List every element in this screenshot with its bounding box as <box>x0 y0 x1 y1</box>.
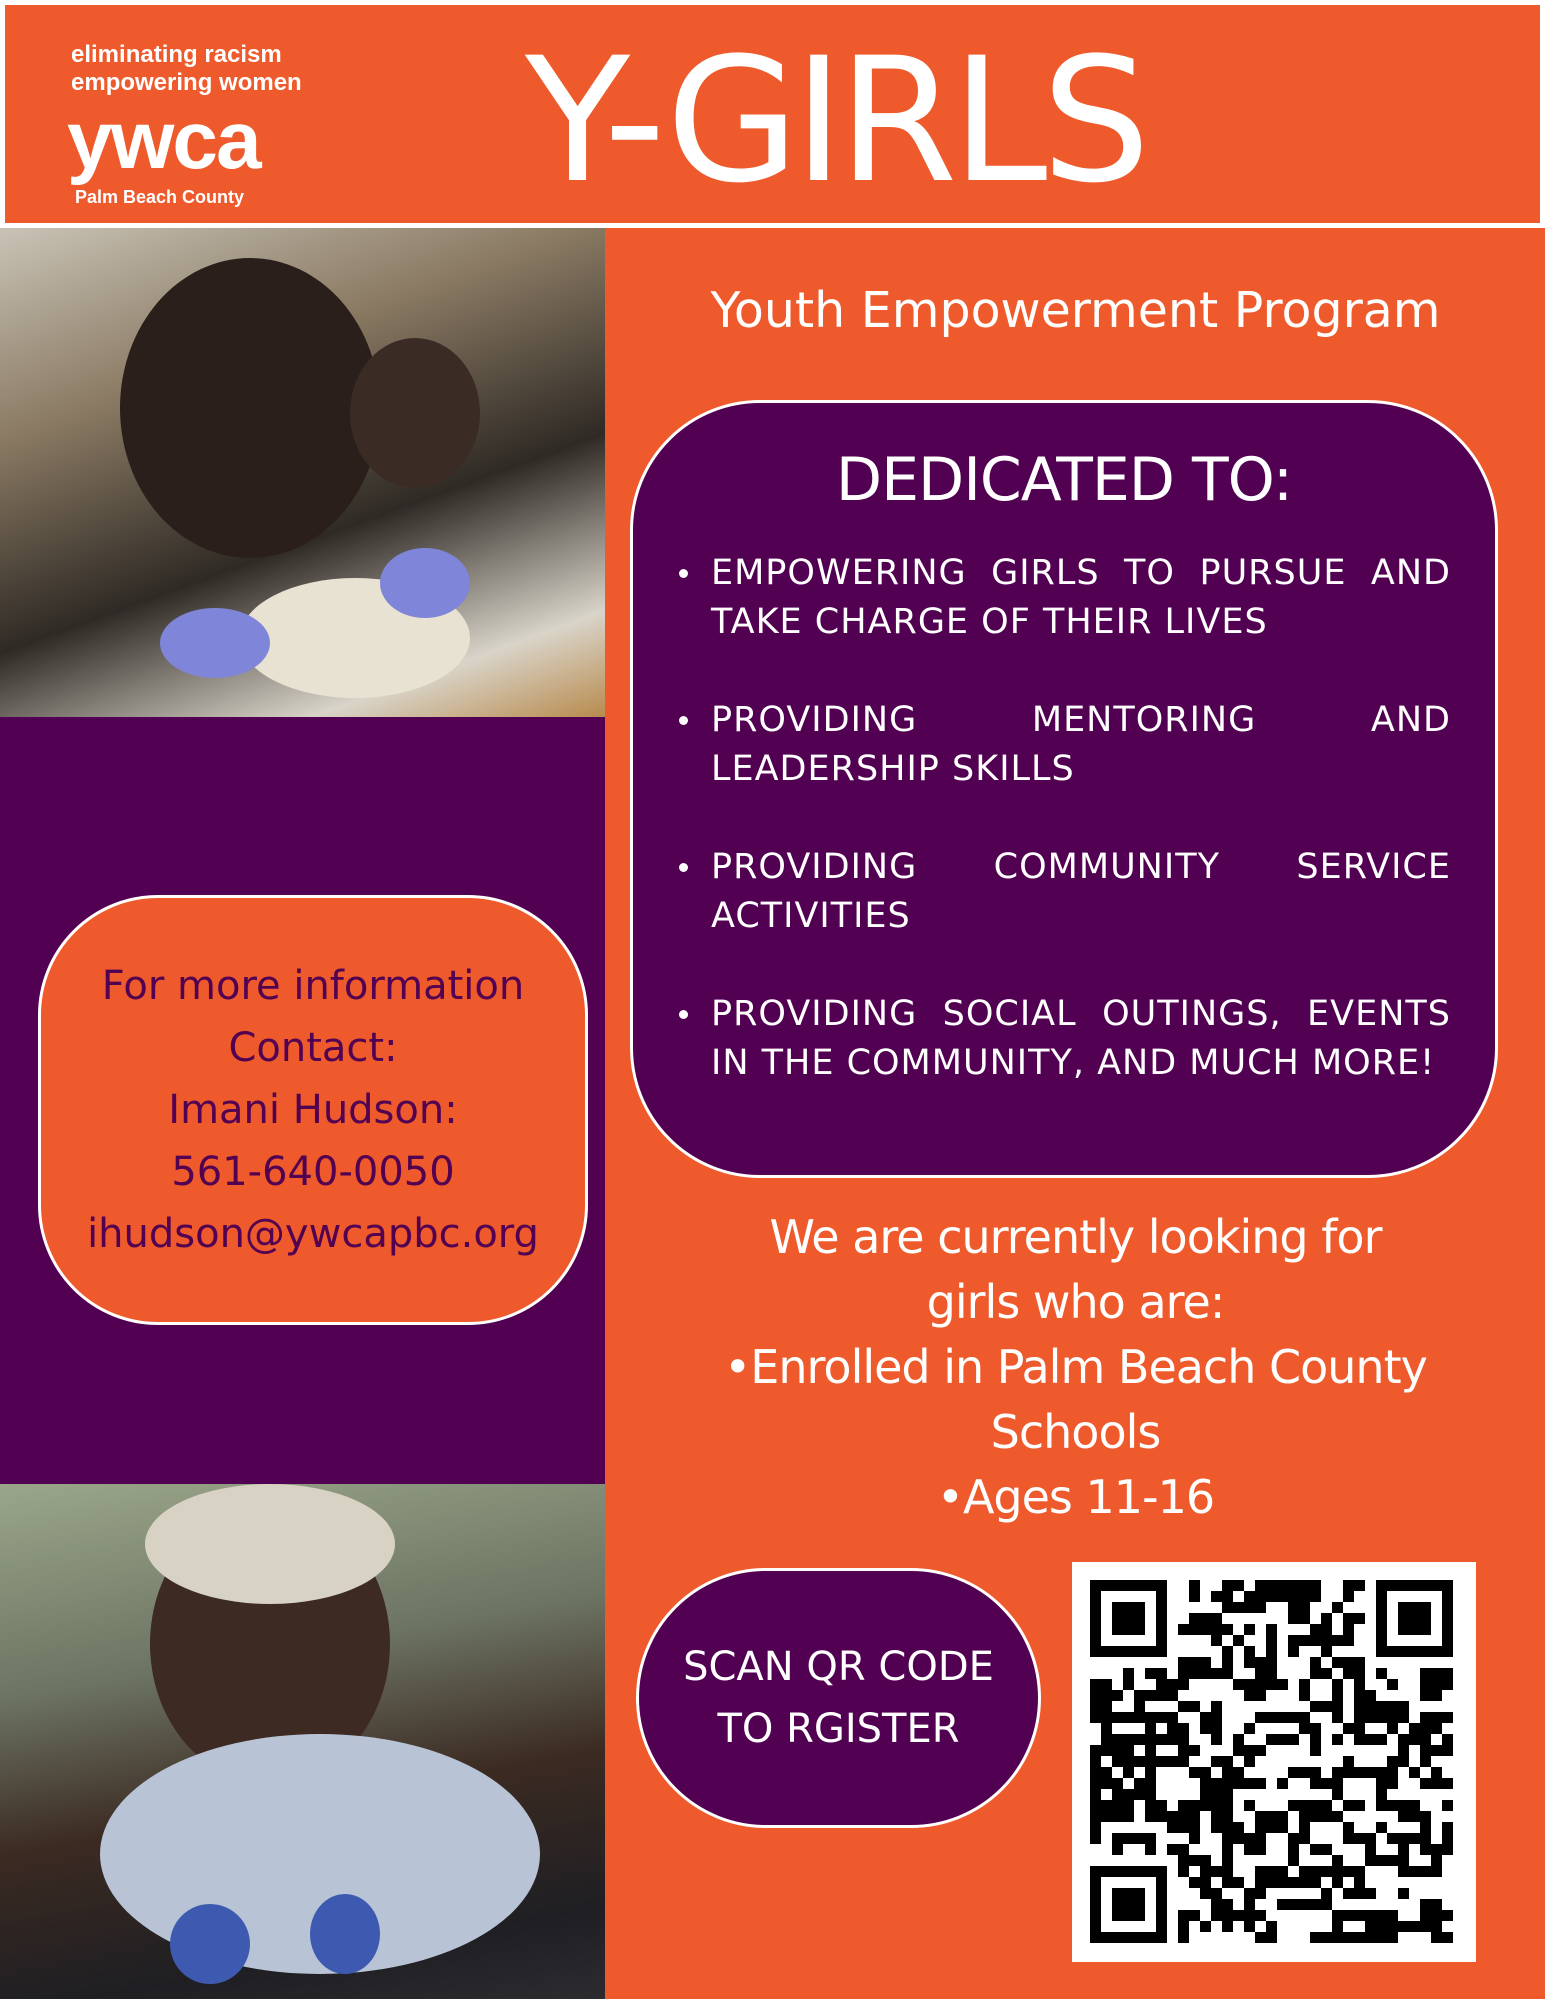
eligibility-intro-2: girls who are: <box>926 1275 1225 1329</box>
contact-email[interactable]: ihudson@ywcapbc.org <box>87 1211 539 1257</box>
qr-code-icon <box>1090 1580 1458 1944</box>
eligibility-req-1a: •Enrolled in Palm Beach County <box>724 1340 1427 1394</box>
photo-smiling-girl <box>0 1484 605 1999</box>
eligibility-req-2: •Ages 11-16 <box>936 1470 1215 1524</box>
eligibility-req-1b: Schools <box>990 1405 1161 1459</box>
program-subtitle: Youth Empowerment Program <box>710 282 1441 339</box>
contact-line-1: For more information <box>101 963 525 1009</box>
eligibility-intro-1: We are currently looking for <box>769 1210 1382 1264</box>
list-item: EMPOWERING GIRLS TO PURSUE AND TAKE CHARGE OF THEIR LIVES <box>711 549 1451 647</box>
list-item: PROVIDING COMMUNITY SERVICE ACTIVITIES <box>711 843 1451 941</box>
list-item: PROVIDING MENTORING AND LEADERSHIP SKILLS <box>711 696 1451 794</box>
logo-tagline-1: eliminating racism <box>71 41 282 68</box>
scan-line-1: SCAN QR CODE <box>683 1644 994 1690</box>
scan-qr-register-button[interactable] <box>636 1568 1041 1828</box>
dedicated-list <box>711 549 1451 1088</box>
ywca-logo: ywca <box>67 95 260 186</box>
header-banner <box>0 0 1545 228</box>
list-item: PROVIDING SOCIAL OUTINGS, EVENTS IN THE COMMUNITY, AND MUCH MORE! <box>711 990 1451 1088</box>
dedicated-heading: DEDICATED TO: <box>835 445 1293 515</box>
contact-name: Imani Hudson: <box>168 1087 458 1133</box>
contact-line-2: Contact: <box>228 1025 398 1071</box>
photo-girls-lab-activity <box>0 228 605 717</box>
contact-phone[interactable]: 561-640-0050 <box>171 1149 455 1195</box>
logo-tagline-2: empowering women <box>71 69 302 96</box>
logo-location: Palm Beach County <box>75 187 245 207</box>
dedicated-to-box <box>630 400 1498 1178</box>
page-title: Y-GIRLS <box>525 20 1145 221</box>
contact-info-box <box>38 895 588 1325</box>
eligibility-text <box>606 1205 1545 1530</box>
qr-code[interactable] <box>1072 1562 1476 1962</box>
scan-line-2: TO RGISTER <box>717 1706 960 1752</box>
